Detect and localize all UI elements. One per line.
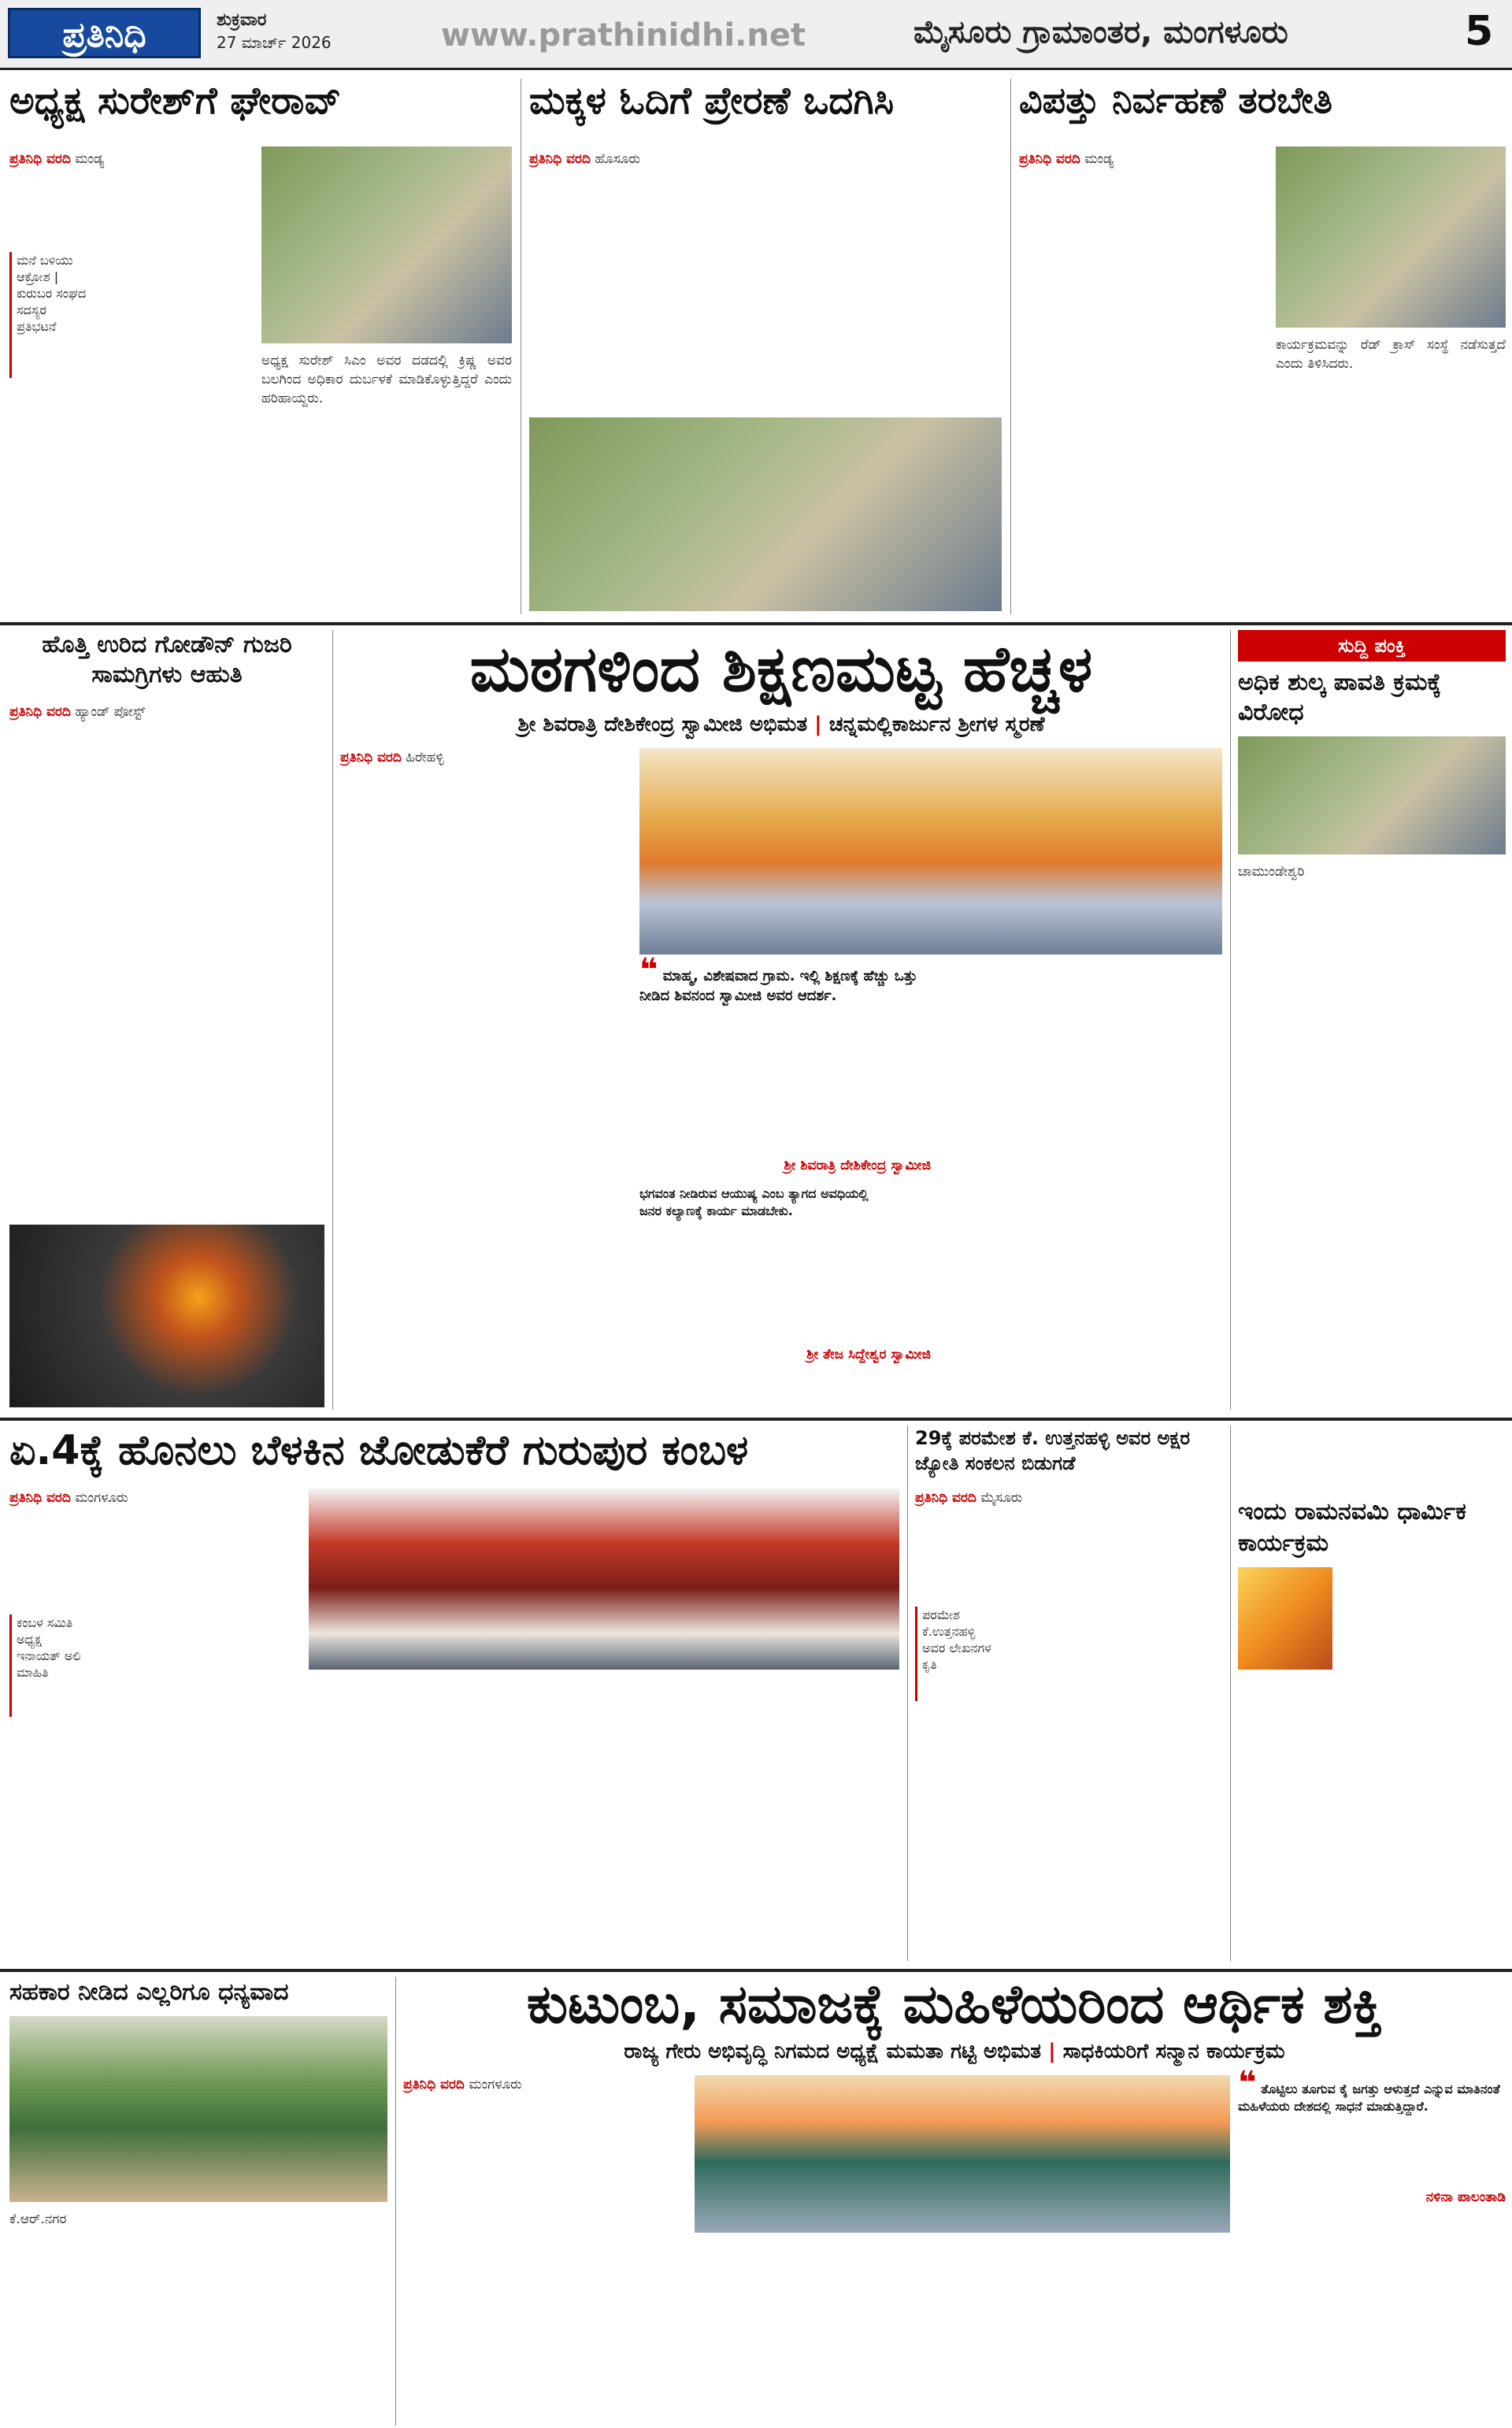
sidebar-title-2[interactable]: ಇಂದು ರಾಮನವಮಿ ಧಾರ್ಮಿಕ ಕಾರ್ಯಕ್ರಮ [1238,1498,1466,1557]
quote-mark-icon: ❝ [1238,2065,1257,2101]
story5-side-note: ಕಂಬಳ ಸಮಿತಿ ಅಧ್ಯಕ್ಷ ಇನಾಯತ್ ಅಲಿ ಮಾಹಿತಿ [9,1614,88,1717]
story8-subtitle-1: ರಾಜ್ಯ ಗೇರು ಅಭಿವೃದ್ಧಿ ನಿಗಮದ ಅಧ್ಯಕ್ಷೆ ಮಮತಾ ಗಟ್ಟಿ ಅಭಿಮತ [624,2040,1042,2063]
lead-quote-1-text: ಮಾಹ್ಮ, ವಿಶೇಷವಾದ ಗ್ರಾಮ. ಇಲ್ಲಿ ಶಿಕ್ಷಣಕ್ಕೆ ಹೆಚ್ಚು ಒತ್ತು ನೀಡಿದ ಶಿವನಂದ ಸ್ವಾಮೀಜಿ ಅವರ ಆದರ್ಶ. [639,968,917,1004]
story3-caption: ಕಾರ್ಯಕ್ರಮವನ್ನು ರೆಡ್ ಕ್ರಾಸ್ ಸಂಸ್ಥೆ ನಡೆಸುತ್ತದೆ ಎಂದು ತಿಳಿಸಿದರು. [1276,337,1506,372]
row-divider [0,1418,1512,1421]
story1-title[interactable]: ಅಧ್ಯಕ್ಷ ಸುರೇಶ್‌ಗೆ ಘೇರಾವ್ [9,79,341,123]
story5-body [9,1488,301,1607]
sidebar-photo[interactable] [1238,736,1506,854]
story5-byline: ಪ್ರತಿನಿಧಿ ವರದಿ [9,1490,71,1506]
row-divider [0,1969,1512,1972]
story2-body-col2 [768,150,996,410]
story6-byline: ಪ್ರತಿನಿಧಿ ವರದಿ [915,1490,976,1506]
story8-subtitle-2: ಸಾಧಕಿಯರಿಗೆ ಸನ್ಮಾನ ಕಾರ್ಯಕ್ರಮ [1062,2040,1285,2063]
story8-photo[interactable] [695,2075,1230,2233]
story8-title[interactable]: ಕುಟುಂಬ, ಸಮಾಜಕ್ಕೆ ಮಹಿಳೆಯರಿಂದ ಆರ್ಥಿಕ ಶಕ್ತಿ [526,1974,1383,2036]
story1-caption: ಅಧ್ಯಕ್ಷ ಸುರೇಶ್ ಸಿಎಂ ಅವರ ದಡದಲ್ಲಿ ಕ್ರಿಷ್ಣ ಅವರ ಬಲಗಿಂದ ಅಧಿಕಾರ ದುರ್ಬಳಕೆ ಮಾಡಿಕೊಳ್ಳುತ್ತಿದ್ದರೆ ಎಂದು ಹರಿಹಾಯ್ದರು. [261,353,512,406]
quote-mark-icon: ❝ [639,952,658,988]
lead-body [340,748,632,1410]
story8-byline: ಪ್ರತಿನಿಧಿ ವರದಿ [403,2077,465,2093]
lead-photo[interactable] [639,748,1222,955]
newspaper-logo[interactable]: ಪ್ರತಿನಿಧಿ [8,8,201,58]
story8-quote [1238,2065,1506,2185]
story5-photo[interactable] [309,1488,899,1670]
story4-fire-photo[interactable] [9,1225,324,1407]
story1-side-note: ಮನೆ ಬಳಿಯು ಆಕ್ರೋಶ | ಕುರುಬರ ಸಂಘದ ಸದಸ್ಯರ ಪ್ರತಿಭಟನೆ [9,252,88,378]
story7-place: ಕೆ.ಆರ್.ನಗರ [9,2211,67,2227]
story8-subtitle: ರಾಜ್ಯ ಗೇರು ಅಭಿವೃದ್ಧಿ ನಿಗಮದ ಅಧ್ಯಕ್ಷೆ ಮಮತಾ ಗಟ್ಟಿ ಅಭಿಮತ | ಸಾಧಕಿಯರಿಗೆ ಸನ್ಮಾನ ಕಾರ್ಯಕ್ರಮ [624,2040,1285,2063]
story1-place: ಮಂಡ್ಯ [75,151,105,167]
story6-body [915,1488,1230,1961]
lead-subtitle: ಶ್ರೀ ಶಿವರಾತ್ರಿ ದೇಶಿಕೇಂದ್ರ ಸ್ವಾಮೀಜಿ ಅಭಿಮತ | ಚನ್ನಮಲ್ಲಿಕಾರ್ಜುನ ಶ್ರೀಗಳ ಸ್ಮರಣೆ [517,713,1045,736]
lead-quote-2-text: ಭಗವಂತ ನೀಡಿರುವ ಆಯುಷ್ಯ ಎಂಬ ತ್ಯಾಗದ ಅವಧಿಯಲ್ಲಿ ಜನರ ಕಲ್ಯಾಣಕ್ಕೆ ಕಾರ್ಯ ಮಾಡಬೇಕು. [639,1186,869,1218]
story7-body [9,2210,387,2422]
story5-place: ಮಂಗಳೂರು [75,1490,128,1506]
sidebar-body-2 [1340,1567,1506,1961]
section-title: ಮೈಸೂರು ಗ್ರಾಮಾಂತರ, ಮಂಗಳೂರು [914,14,1288,50]
lead-body-col2 [939,962,1222,1407]
story6-title[interactable]: 29ಕ್ಕೆ ಪರಮೇಶ ಕೆ. ಉತ್ತನಹಳ್ಳಿ ಅವರ ಅಕ್ಷರ ಜ್ಯೋತಿ ಸಂಕಲನ ಬಿಡುಗಡೆ [915,1427,1191,1474]
story6-side-note: ಪರಮೇಶ ಕೆ.ಉತ್ತನಹಳ್ಳಿ ಅವರ ಲೇಖನಗಳ ಕೃತಿ [915,1607,1002,1701]
lead-place: ಹಿರೇಹಳ್ಳಿ [406,750,444,765]
story3-title[interactable]: ವಿಪತ್ತು ನಿರ್ವಹಣೆ ತರಬೇತಿ [1019,79,1333,121]
story6-place: ಮೈಸೂರು [980,1490,1023,1506]
story8-body [403,2075,687,2422]
story2-photo[interactable] [529,417,1002,611]
story2-body [529,150,758,410]
story5-body-col2 [96,1677,899,1961]
page-number: 5 [1465,8,1494,55]
story1-photo[interactable] [261,146,512,343]
story3-photo[interactable] [1276,146,1506,328]
story3-body [1019,150,1267,606]
story7-photo[interactable] [9,2016,387,2202]
story7-title[interactable]: ಸಹಕಾರ ನೀಡಿದ ಎಲ್ಲರಿಗೂ ಧನ್ಯವಾದ [9,1978,289,2006]
issue-day: ಶುಕ್ರವಾರ [217,10,267,30]
sidebar-body [1238,862,1506,1406]
website-url[interactable]: www.prathinidhi.net [441,17,806,54]
story8-body-col4 [1238,2221,1506,2422]
column-divider [332,630,333,1410]
story3-place: ಮಂಡ್ಯ [1084,151,1114,167]
lead-quote-1 [639,952,931,1151]
lead-subtitle-1: ಶ್ರೀ ಶಿವರಾತ್ರಿ ದೇಶಿಕೇಂದ್ರ ಸ್ವಾಮೀಜಿ ಅಭಿಮತ [517,713,808,736]
story2-byline: ಪ್ರತಿನಿಧಿ ವರದಿ [529,151,591,167]
sidebar-title[interactable]: ಅಧಿಕ ಶುಲ್ಕ ಪಾವತಿ ಕ್ರಮಕ್ಕೆ ವಿರೋಧ [1238,669,1442,726]
masthead [0,0,1512,70]
story4-body [9,702,324,1214]
story5-title[interactable]: ಏ.4ಕ್ಕೆ ಹೊನಲು ಬೆಳಕಿನ ಜೋಡುಕೆರೆ ಗುರುಪುರ ಕಂಬಳ [9,1427,749,1474]
column-divider [1230,1425,1231,1961]
story2-title[interactable]: ಮಕ್ಕಳ ಓದಿಗೆ ಪ್ರೇರಣೆ ಒದಗಿಸಿ [529,79,895,123]
column-divider [1010,79,1011,614]
issue-date [217,9,332,54]
story2-place: ಹೊಸೂರು [595,151,640,167]
sidebar-place: ಚಾಮುಂಡೇಶ್ವರಿ [1238,864,1305,880]
ramanavami-image[interactable] [1238,1567,1332,1670]
story8-place: ಮಂಗಳೂರು [469,2077,522,2093]
story3-byline: ಪ್ರತಿನಿಧಿ ವರದಿ [1019,151,1080,167]
story4-title[interactable]: ಹೊತ್ತಿ ಉರಿದ ಗೋಡೌನ್ ಗುಜರಿ ಸಾಮಗ್ರಿಗಳು ಆಹುತಿ [42,631,292,688]
issue-date-text: 27 ಮಾರ್ಚ್ 2026 [217,33,332,52]
story8-body-col3 [962,2241,1230,2422]
sidebar-head: ಸುದ್ದಿ ಪಂಕ್ತಿ [1238,630,1506,662]
story8-quote-signature: ನಳಿನಾ ಪಾಲಂತಾಡಿ [1425,2189,1506,2205]
lead-quote-2-signature: ಶ್ರೀ ತೇಜ ಸಿದ್ದೇಶ್ವರ ಸ್ವಾಮೀಜಿ [806,1347,931,1362]
row-divider [0,622,1512,625]
lead-quote-1-signature: ಶ್ರೀ ಶಿವರಾತ್ರಿ ದೇಶಿಕೇಂದ್ರ ಸ್ವಾಮೀಜಿ [784,1158,931,1173]
story4-place: ಹ್ಯಾಂಡ್ ಪೋಸ್ಟ್ [75,704,146,720]
column-divider [907,1425,908,1961]
lead-title[interactable]: ಮಠಗಳಿಂದ ಶಿಕ್ಷಣಮಟ್ಟ ಹೆಚ್ಚಳ [469,632,1093,706]
lead-quote-2 [639,1185,876,1343]
story1-body [9,150,254,606]
lead-subtitle-2: ಚನ್ನಮಲ್ಲಿಕಾರ್ಜುನ ಶ್ರೀಗಳ ಸ್ಮರಣೆ [828,713,1045,736]
story8-quote-text: ತೊಟ್ಟಿಲು ತೂಗುವ ಕೈ ಜಗತ್ತು ಆಳುತ್ತದೆ ಎನ್ನುವ ಮಾತಿನಂತೆ ಮಹಿಳೆಯರು ದೇಶದಲ್ಲಿ ಸಾಧನೆ ಮಾಡುತ್ತಿದ್ದಾರೆ. [1238,2081,1500,2114]
column-divider [395,1977,396,2426]
story8-body-col2 [695,2241,954,2422]
story4-byline: ಪ್ರತಿನಿಧಿ ವರದಿ [9,704,71,720]
column-divider [1230,630,1231,1410]
story1-byline: ಪ್ರತಿನಿಧಿ ವರದಿ [9,151,71,167]
lead-byline: ಪ್ರತಿನಿಧಿ ವರದಿ [340,750,402,765]
